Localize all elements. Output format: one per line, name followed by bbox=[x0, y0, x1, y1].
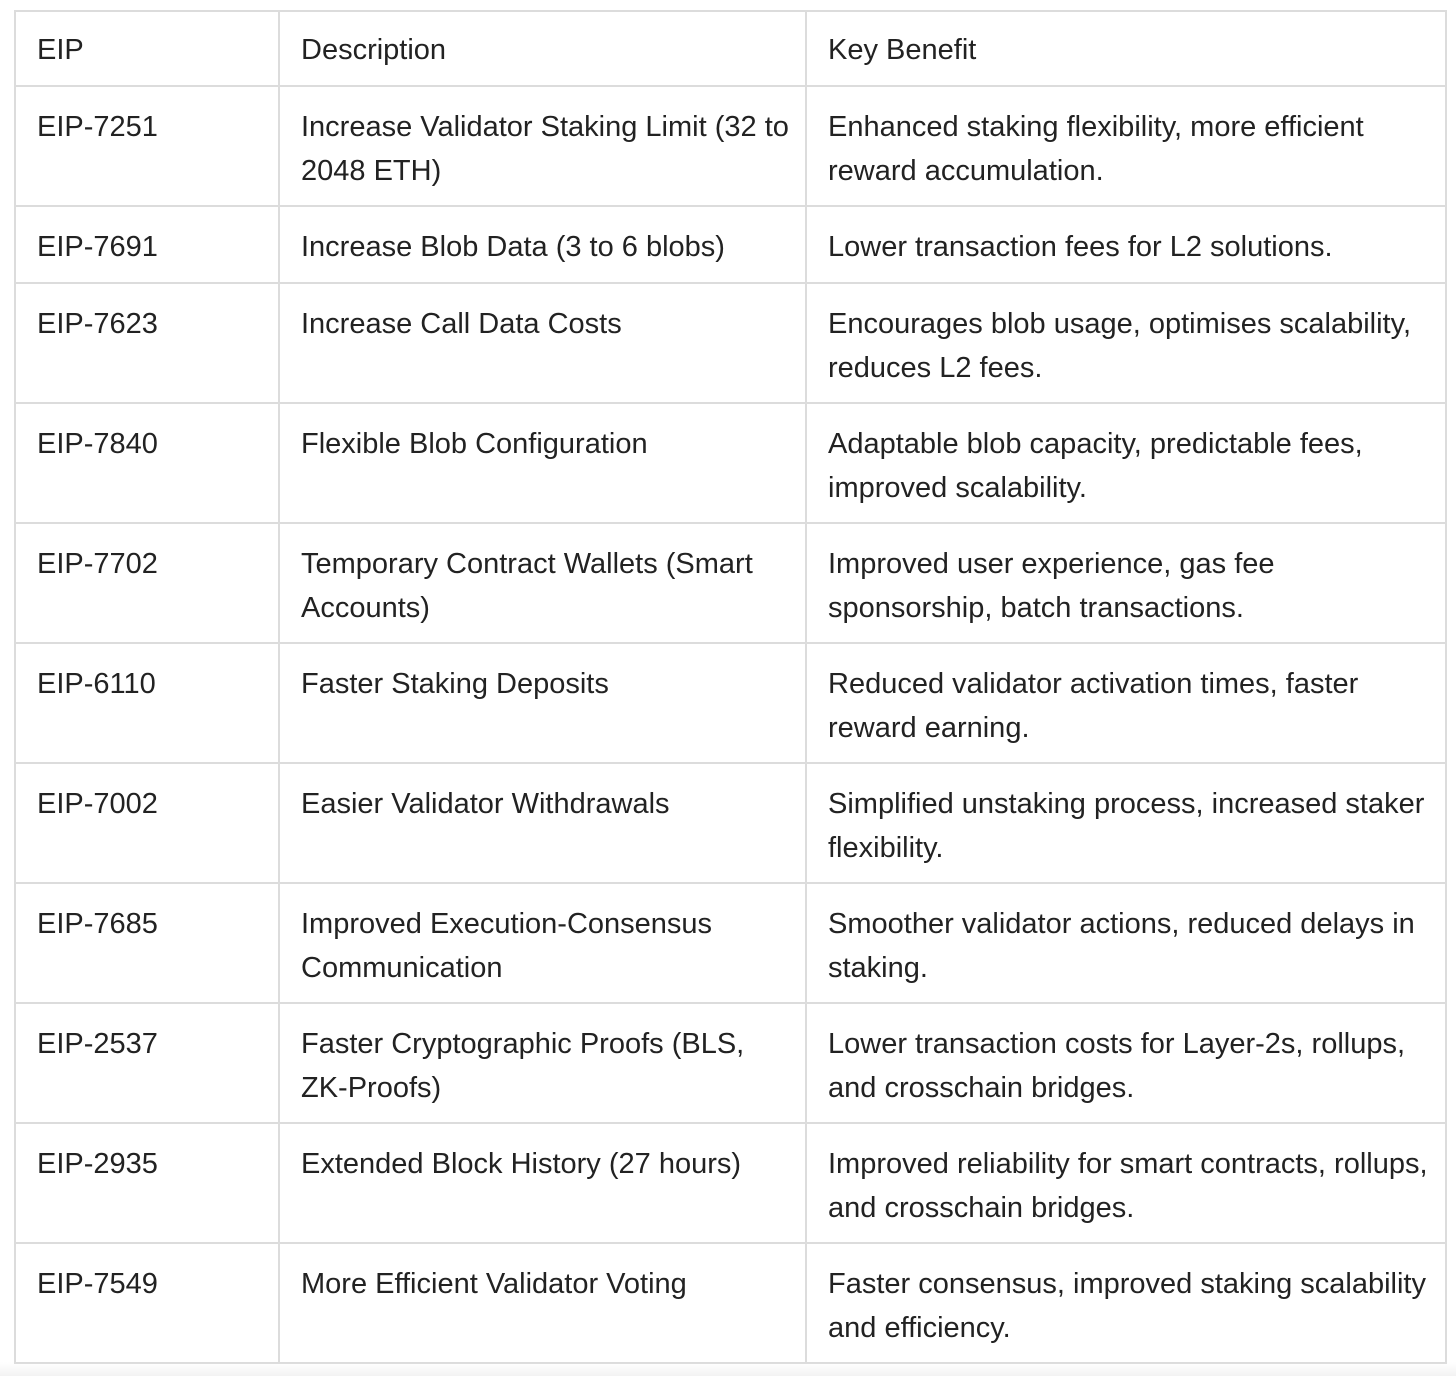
eip-table-container bbox=[14, 10, 1445, 1364]
cell-description: Easier Validator Withdrawals bbox=[279, 763, 806, 883]
cell-eip: EIP-6110 bbox=[15, 643, 279, 763]
cell-description: Extended Block History (27 hours) bbox=[279, 1123, 806, 1243]
cell-benefit: Lower transaction costs for Layer-2s, rollups, and crosschain bridges. bbox=[806, 1003, 1446, 1123]
cell-benefit: Improved user experience, gas fee sponsorship, batch transactions. bbox=[806, 523, 1446, 643]
header-key-benefit: Key Benefit bbox=[806, 11, 1446, 86]
table-row bbox=[15, 763, 1446, 883]
table-row bbox=[15, 283, 1446, 403]
cell-benefit: Adaptable blob capacity, predictable fees, improved scalability. bbox=[806, 403, 1446, 523]
cell-benefit: Simplified unstaking process, increased staker flexibility. bbox=[806, 763, 1446, 883]
table-row bbox=[15, 643, 1446, 763]
table-row bbox=[15, 523, 1446, 643]
cell-eip: EIP-7251 bbox=[15, 86, 279, 206]
cell-description: Faster Cryptographic Proofs (BLS, ZK-Proofs) bbox=[279, 1003, 806, 1123]
cell-eip: EIP-7623 bbox=[15, 283, 279, 403]
cell-description: More Efficient Validator Voting bbox=[279, 1243, 806, 1363]
cell-description: Increase Blob Data (3 to 6 blobs) bbox=[279, 206, 806, 283]
cell-description: Increase Validator Staking Limit (32 to 2048 ETH) bbox=[279, 86, 806, 206]
cell-description: Faster Staking Deposits bbox=[279, 643, 806, 763]
cell-description: Increase Call Data Costs bbox=[279, 283, 806, 403]
cell-benefit: Enhanced staking flexibility, more efficient reward accumulation. bbox=[806, 86, 1446, 206]
header-description: Description bbox=[279, 11, 806, 86]
table-row bbox=[15, 86, 1446, 206]
table-header-row bbox=[15, 11, 1446, 86]
cell-benefit: Improved reliability for smart contracts, rollups, and crosschain bridges. bbox=[806, 1123, 1446, 1243]
cell-eip: EIP-7002 bbox=[15, 763, 279, 883]
cell-eip: EIP-2537 bbox=[15, 1003, 279, 1123]
cell-description: Flexible Blob Configuration bbox=[279, 403, 806, 523]
eip-table bbox=[14, 10, 1447, 1364]
cell-description: Temporary Contract Wallets (Smart Accounts) bbox=[279, 523, 806, 643]
cell-eip: EIP-7549 bbox=[15, 1243, 279, 1363]
cell-benefit: Encourages blob usage, optimises scalability, reduces L2 fees. bbox=[806, 283, 1446, 403]
table-row bbox=[15, 1243, 1446, 1363]
cell-eip: EIP-7840 bbox=[15, 403, 279, 523]
table-row bbox=[15, 1123, 1446, 1243]
cell-benefit: Lower transaction fees for L2 solutions. bbox=[806, 206, 1446, 283]
table-row bbox=[15, 883, 1446, 1003]
cell-eip: EIP-7691 bbox=[15, 206, 279, 283]
table-row bbox=[15, 403, 1446, 523]
cell-eip: EIP-7702 bbox=[15, 523, 279, 643]
table-row bbox=[15, 206, 1446, 283]
header-eip: EIP bbox=[15, 11, 279, 86]
bottom-shadow bbox=[0, 1362, 1456, 1376]
cell-description: Improved Execution-Consensus Communication bbox=[279, 883, 806, 1003]
table-row bbox=[15, 1003, 1446, 1123]
cell-eip: EIP-7685 bbox=[15, 883, 279, 1003]
cell-eip: EIP-2935 bbox=[15, 1123, 279, 1243]
cell-benefit: Faster consensus, improved staking scalability and efficiency. bbox=[806, 1243, 1446, 1363]
cell-benefit: Reduced validator activation times, faster reward earning. bbox=[806, 643, 1446, 763]
cell-benefit: Smoother validator actions, reduced delays in staking. bbox=[806, 883, 1446, 1003]
